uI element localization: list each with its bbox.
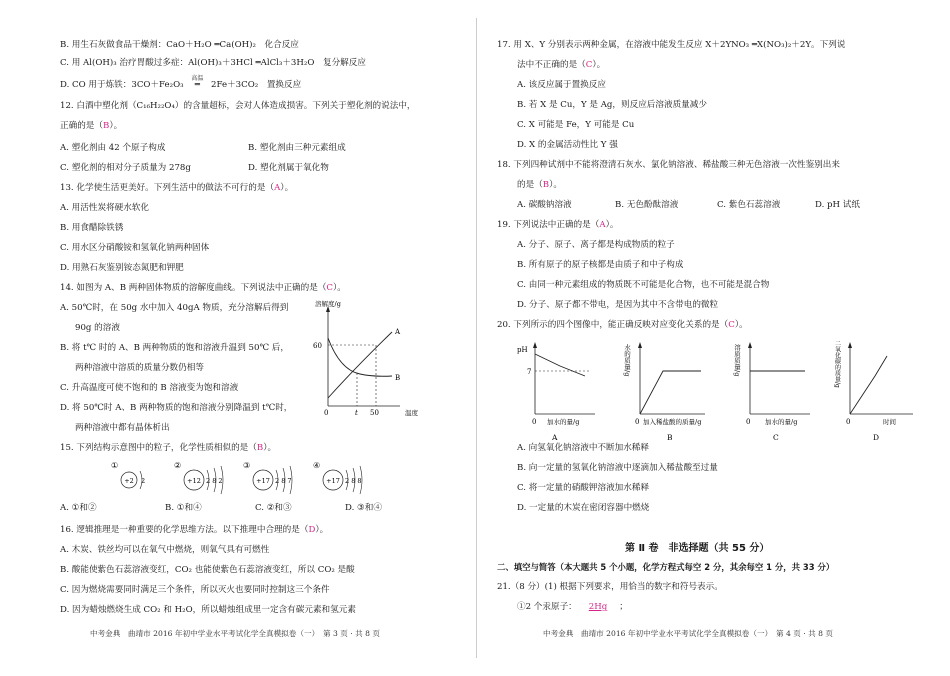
q17-answer: C	[585, 60, 593, 70]
q16-stem: 16. 逻辑推理是一种重要的化学思维方法。以下推理中合理的是（D）。	[60, 525, 329, 535]
graph-c-origin: 0	[746, 418, 751, 426]
q14-option-a-2: 90g 的溶液	[75, 323, 120, 333]
q11-d-arrow: 高温 ═	[186, 80, 208, 91]
graph-d-letter: D	[873, 433, 880, 442]
graph-b-xlabel: 加入稀盐酸的质量/g	[643, 418, 702, 426]
right-page	[475, 0, 950, 676]
graph-origin: 0	[324, 409, 329, 417]
q20-stem: 20. 下列所示的四个图像中，能正确反映对应变化关系的是（C）。	[497, 320, 748, 330]
q21-item-1: ①2 个汞原子： 2Hg ；	[517, 602, 628, 612]
q20-answer: C	[728, 320, 735, 330]
curve-b-label: B	[395, 374, 401, 382]
graph-c-ylabel: 溶质质量/g	[733, 344, 741, 377]
q19-option-c: C. 由同一种元素组成的物质既不可能是化合物，也不可能是混合物	[517, 280, 770, 290]
atom-4-shells: 2 8 8	[345, 477, 362, 485]
atom-1-shells: 2	[141, 477, 146, 485]
q17-stem-2: 法中不正确的是（C）。	[517, 60, 606, 70]
q12-option-d: D. 塑化剂属于氧化物	[248, 163, 329, 173]
svg-text:+12: +12	[187, 477, 201, 485]
graph-c	[733, 342, 810, 442]
q14-option-a-1: A. 50℃时，在 50g 水中加入 40gA 物质，充分溶解后得到	[60, 303, 289, 313]
q18-stem-2: 的是（B）。	[517, 180, 563, 190]
q16-answer: D	[308, 525, 316, 535]
q16-option-c: C. 因为燃烧需要同时满足三个条件，所以灭火也要同时控制这三个条件	[60, 585, 330, 595]
graph-d-origin: 0	[846, 418, 851, 426]
q15-option-b: B. ①和④	[165, 503, 202, 513]
graph-xt: t	[355, 409, 358, 417]
q11-option-c: C. 用 Al(OH)₃ 治疗胃酸过多症：Al(OH)₃＋3HCl ═AlCl₃＋3H₂O 复分解反应	[60, 58, 366, 68]
q14-option-d-1: D. 将 50℃时 A、B 两种物质的饱和溶液分别降温到 t℃时，	[60, 403, 293, 413]
graph-c-letter: C	[773, 433, 779, 442]
q17-option-c: C. X 可能是 Fe，Y 可能是 Cu	[517, 120, 635, 130]
q20-option-a: A. 向氢氧化钠溶液中不断加水稀释	[517, 443, 649, 453]
svg-text:+17: +17	[326, 477, 340, 485]
q20-option-d: D. 一定量的木炭在密闭容器中燃烧	[517, 503, 650, 513]
q12-option-a: A. 塑化剂由 42 个原子构成	[60, 143, 166, 153]
q12-stem-2: 正确的是（B）。	[60, 121, 123, 131]
q20-option-c: C. 将一定量的硝酸钾溶液加水稀释	[517, 483, 650, 493]
q14-answer: C	[326, 283, 333, 293]
q16-option-d: D. 因为蜡烛燃烧生成 CO₂ 和 H₂O，所以蜡烛组成里一定含有碳元素和氢元素	[60, 605, 356, 615]
atom-3-number: ③	[243, 461, 251, 470]
q13-option-a: A. 用活性炭将硬水软化	[60, 203, 150, 213]
atom-3-shells: 2 8 7	[275, 477, 292, 485]
solubility-curve-graph	[310, 298, 440, 423]
q15-option-c: C. ②和③	[255, 503, 292, 513]
q16-option-b: B. 酸能使紫色石蕊溶液变红，CO₂ 也能使紫色石蕊溶液变红，所以 CO₂ 是酸	[60, 565, 355, 575]
q14-option-d-2: 两种溶液中都有晶体析出	[75, 423, 170, 433]
q14-option-c: C. 升高温度可使不饱和的 B 溶液变为饱和溶液	[60, 383, 239, 393]
q18-stem-1: 18. 下列四种试剂中不能将澄清石灰水、氯化钠溶液、稀盐酸三种无色溶液一次性鉴别出来	[497, 160, 840, 170]
q15-option-d: D. ③和④	[345, 503, 382, 513]
q18-option-b: B. 无色酚酞溶液	[615, 200, 679, 210]
q12-option-b: B. 塑化剂由三种元素组成	[248, 143, 346, 153]
q13-stem: 13. 化学使生活更美好。下列生活中的做法不可行的是（A）。	[60, 183, 294, 193]
q19-option-d: D. 分子、原子都不带电，是因为其中不含带电的微粒	[517, 300, 719, 310]
q13-option-b: B. 用食醋除铁锈	[60, 223, 124, 233]
q11-d-condition: 高温	[191, 75, 204, 82]
right-page-footer: 中考金典 曲靖市 2016 年初中学业水平考试化学全真模拟卷（一） 第 4 页 · 共 8 页	[543, 629, 833, 638]
q18-option-c: C. 紫色石蕊溶液	[717, 200, 781, 210]
q11-option-d	[60, 75, 302, 91]
q20-graphs	[515, 336, 915, 444]
svg-text:+2: +2	[124, 477, 134, 485]
q16-option-a: A. 木炭、铁丝均可以在氧气中燃烧，则氧气具有可燃性	[60, 545, 270, 555]
graph-x50: 50	[370, 409, 379, 417]
graph-b	[623, 342, 705, 442]
q17-option-b: B. 若 X 是 Cu，Y 是 Ag，则反应后溶液质量减少	[517, 100, 707, 110]
atom-structure-diagrams	[100, 458, 400, 498]
q18-option-d: D. pH 试纸	[815, 200, 860, 210]
q13-answer: A	[274, 183, 281, 193]
q21-stem: 21.（8 分）(1) 根据下列要求，用恰当的数字和符号表示。	[497, 582, 723, 592]
q19-stem: 19. 下列说法中正确的是（A）。	[497, 220, 619, 230]
atom-1-number: ①	[111, 461, 119, 470]
q15-stem: 15. 下列结构示意图中的粒子，化学性质相似的是（B）。	[60, 443, 277, 453]
atom-2-shells: 2 8 2	[206, 477, 223, 485]
curve-a-label: A	[395, 328, 401, 336]
q13-option-d: D. 用熟石灰鉴别铵态氮肥和钾肥	[60, 263, 184, 273]
q13-option-c: C. 用水区分硝酸铵和氢氧化钠两种固体	[60, 243, 210, 253]
q19-option-a: A. 分子、原子、离子都是构成物质的粒子	[517, 240, 675, 250]
q14-option-b-2: 两种溶液中溶质的质量分数仍相等	[75, 363, 204, 373]
atom-2-number: ②	[174, 461, 182, 470]
q11-option-b: B. 用生石灰做食品干燥剂：CaO＋H₂O ═Ca(OH)₂ 化合反应	[60, 40, 299, 50]
graph-d	[834, 340, 914, 442]
q17-option-a: A. 该反应属于置换反应	[517, 80, 607, 90]
q12-option-c: C. 塑化剂的相对分子质量为 278g	[60, 163, 191, 173]
q17-option-d: D. X 的金属活动性比 Y 强	[517, 140, 618, 150]
graph-a-ylabel: pH	[517, 346, 528, 354]
q18-option-a: A. 碳酸钠溶液	[517, 200, 572, 210]
part-2-title: 第 Ⅱ 卷 非选择题（共 55 分）	[625, 543, 770, 554]
q12-stem-1: 12. 白酒中塑化剂（C₁₆H₂₂O₄）的含量超标，会对人体造成损害。下列关于塑化剂的说法中，	[60, 101, 416, 111]
q19-answer: A	[599, 220, 606, 230]
graph-xlabel: 温度	[405, 409, 418, 417]
q20-option-b: B. 向一定量的氢氧化钠溶液中逐滴加入稀盐酸至过量	[517, 463, 718, 473]
q17-stem-1: 17. 用 X、Y 分别表示两种金属，在溶液中能发生反应 X＋2YNO₃ ═X(NO₃)₂＋2Y。下列说	[497, 40, 846, 50]
q11-d-pre: D. CO 用于炼铁：3CO＋Fe₂O₃	[60, 80, 184, 90]
graph-a-xlabel: 加水的量/g	[547, 418, 580, 426]
q18-answer: B	[542, 180, 550, 190]
left-page-footer: 中考金典 曲靖市 2016 年初中学业水平考试化学全真模拟卷（一） 第 3 页 · 共 8 页	[90, 629, 380, 638]
section-2-heading: 二、填空与简答（本大题共 5 个小题，化学方程式每空 2 分，其余每空 1 分，共 33 分）	[497, 562, 835, 572]
q14-option-b-1: B. 将 t℃ 时的 A、B 两种物质的饱和溶液升温到 50℃ 后，	[60, 343, 289, 353]
graph-ylabel: 溶解度/g	[315, 300, 341, 308]
graph-a-origin: 0	[532, 418, 537, 426]
graph-b-letter: B	[667, 433, 673, 442]
q11-d-post: 2Fe＋3CO₂ 置换反应	[211, 80, 302, 90]
q14-stem: 14. 如图为 A、B 两种固体物质的溶解度曲线。下列说法中正确的是（C）。	[60, 283, 346, 293]
svg-text:+17: +17	[256, 477, 270, 485]
graph-a	[517, 342, 595, 442]
q19-option-b: B. 所有原子的原子核都是由质子和中子构成	[517, 260, 684, 270]
graph-d-xlabel: 时间	[883, 418, 896, 426]
q15-answer: B	[256, 443, 264, 453]
q21-item-1-answer: 2Hg	[588, 602, 608, 612]
q12-answer: B	[102, 121, 110, 131]
graph-a-tick: 7	[527, 368, 532, 376]
graph-a-letter: A	[552, 433, 558, 442]
graph-c-xlabel: 加水的量/g	[765, 418, 798, 426]
graph-d-ylabel: 二氧化碳的质量/g	[833, 340, 841, 388]
graph-y60: 60	[313, 342, 322, 350]
graph-b-origin: 0	[635, 418, 640, 426]
graph-b-ylabel: 水的质量/g	[623, 344, 631, 377]
q15-option-a: A. ①和②	[60, 503, 97, 513]
atom-4-number: ④	[313, 461, 321, 470]
